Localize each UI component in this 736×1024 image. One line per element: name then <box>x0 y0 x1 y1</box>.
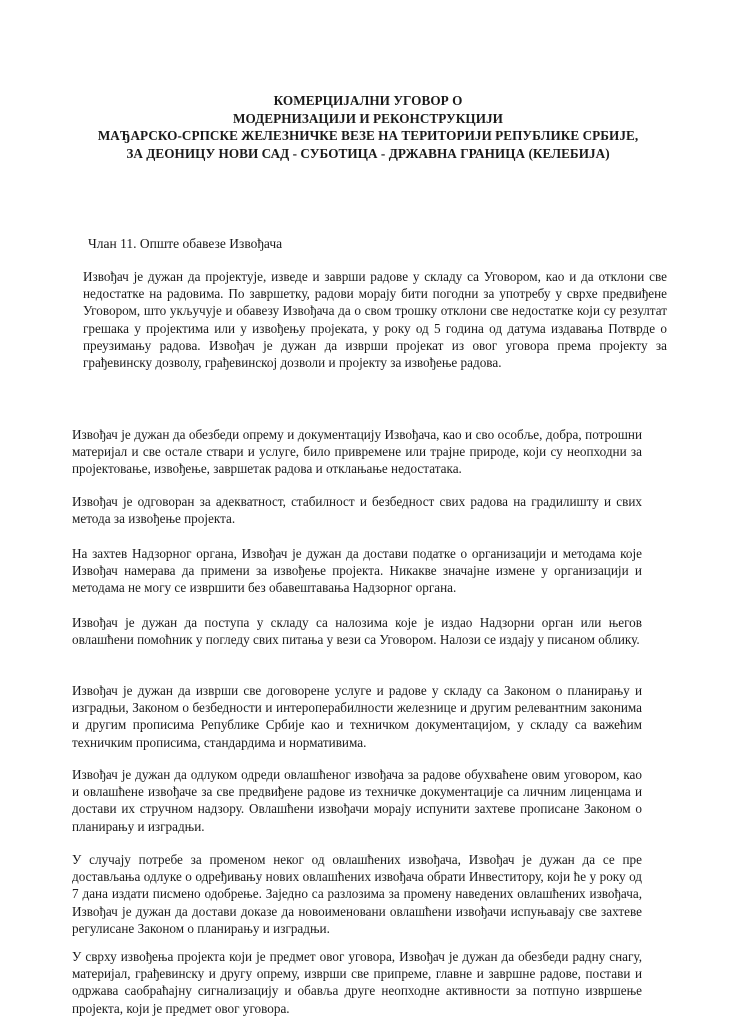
paragraph-8: У случају потребе за променом неког од овлашћених извођача, Извођач је дужан да се пре достављања одлуке о одређивању нових овлашћених извођача обрати Инвеститору, који ће у року од 7 дана издати писмено одобрење. Заједно са разлозима за промену наведених овлашћених извођача, Извођач је дужан да достави доказе да новоименовани овлашћени извођачи испуњавају све захтеве регулисане Законом о планирању и изградњи. <box>72 852 642 936</box>
paragraph-4: На захтев Надзорног органа, Извођач је дужан да достави податке о организацији и методама које Извођач намерава да примени за извођење пројекта. Никакве значајне измене у организацији и методама не могу се извршити без обавештавања Надзорног органа. <box>72 546 642 596</box>
title-line-2: МОДЕРНИЗАЦИЈИ И РЕКОНСТРУКЦИЈИ <box>233 110 503 126</box>
article-heading: Члан 11. Опште обавезе Извођача <box>88 236 283 251</box>
document-title <box>60 92 676 162</box>
title-line-3: МАЂАРСКО-СРПСКЕ ЖЕЛЕЗНИЧКЕ ВЕЗЕ НА ТЕРИТОРИЈИ РЕПУБЛИКЕ СРБИЈЕ, <box>97 128 639 143</box>
paragraph-9: У сврху извођења пројекта који је предмет овог уговора, Извођач је дужан да обезбеди радну снагу, материјал, грађевинску и другу опрему, изврши све припреме, главне и завршне радове, постави и одржава саобраћајну сигнализацију и обавља друге неопходне активности за потпуно извршење пројекта, који је предмет овог уговора. <box>72 949 642 1016</box>
title-line-4: ЗА ДЕОНИЦУ НОВИ САД - СУБОТИЦА - ДРЖАВНА ГРАНИЦА (КЕЛЕБИЈА) <box>126 145 610 161</box>
paragraph-1: Извођач је дужан да пројектује, изведе и заврши радове у складу са Уговором, као и да отклони све недостатке на радовима. По завршетку, радови морају бити погодни за употребу у сврхе предвиђене Уговором, што укључује и обавезу Извођача да о свом трошку отклони све недостатке који су резултат грешака у пројектима или у извођењу пројеката, у року од 5 година од датума издавања Потврде о преузимању радова. Извођач је дужан да изврши пројекат из овог уговора према пројекту за грађевинску дозволу, грађевинској дозволи и пројекту за извођење радова. <box>83 269 667 371</box>
paragraph-2: Извођач је дужан да обезбеди опрему и документацију Извођача, као и сво особље, добра, потрошни материјал и све остале ствари и услуге, било привремене или трајне природе, који су неопходни за пројектовање, извођење, завршетак радова и отклањање недостатака. <box>72 427 642 477</box>
title-line-1: КОМЕРЦИЈАЛНИ УГОВОР О <box>273 93 463 108</box>
paragraph-5: Извођач је дужан да поступа у складу са налозима које је издао Надзорни орган или његов овлашћени помоћник у погледу свих питања у вези са Уговором. Налози се издају у писаном облику. <box>72 615 642 648</box>
paragraph-3: Извођач је одговоран за адекватност, стабилност и безбедност свих радова на градилишту и свих метода за извођење пројекта. <box>72 494 642 527</box>
paragraph-7: Извођач је дужан да одлуком одреди овлашћеног извођача за радове обухваћене овим уговором, као и овлашћене извођаче за све предвиђене радове из техничке документације са личним лиценцама и достави их стручном надзору. Овлашћени извођачи морају испунити захтеве прописане Законом о планирању и изградњи. <box>72 767 642 834</box>
paragraph-6: Извођач је дужан да изврши све договорене услуге и радове у складу са Законом о планирању и изградњи, Законом о безбедности и интероперабилности железнице и другим релевантним законима и другим прописима Републике Србије као и техничком документацијом, у складу са важећим техничким прописима, стандардима и нормативима. <box>72 683 642 750</box>
